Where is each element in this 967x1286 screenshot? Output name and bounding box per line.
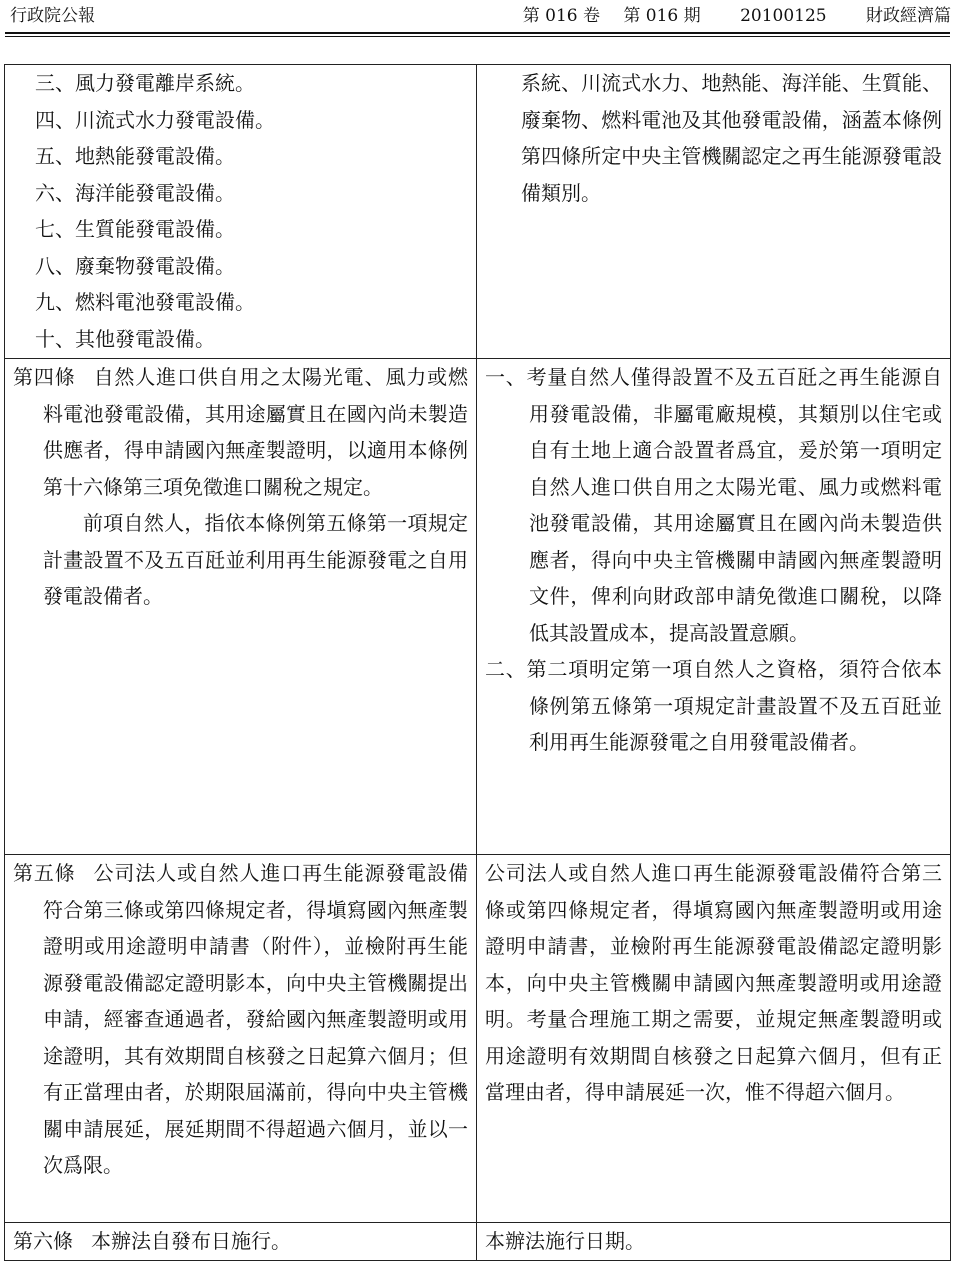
article-paragraph: [13, 1223, 468, 1260]
list-item: 七、生質能發電設備。: [35, 217, 235, 241]
list-item: 四、川流式水力發電設備。: [35, 107, 275, 132]
explanation-cell: [477, 65, 951, 359]
table-row: [5, 1223, 951, 1261]
list-item: 三、風力發電離岸系統。: [35, 71, 255, 95]
table-row: [5, 65, 951, 359]
item-number: 二、: [485, 657, 527, 681]
article-text: 本辦法自發布日施行。: [91, 1229, 291, 1253]
list-item: 五、地熱能發電設備。: [35, 144, 235, 168]
regulation-table: [4, 64, 951, 1261]
explanation-text: 公司法人或自然人進口再生能源發電設備符合第三條或第四條規定者，得塡寫國內無產製證明或用途證明申請書，並檢附再生能源發電設備認定證明影本，向中央主管機關申請國內無產製證明或用途證明。考量合理施工期之需要，並規定無產製證明或用途證明有效期間自核發之日起算六個月，但有正當理由者，得申請展延一次，惟不得超六個月。: [485, 861, 942, 1104]
explanation-item: [485, 651, 942, 761]
table-row: [5, 855, 951, 1223]
article-paragraph: [13, 855, 468, 1184]
item-number: 一、: [485, 365, 527, 389]
section-name: 財政經濟篇: [866, 6, 951, 26]
page-header: [0, 0, 967, 30]
article-cell: [5, 359, 477, 855]
article-cell: [5, 1223, 477, 1261]
equipment-list: [5, 65, 476, 357]
issue-date: 20100125: [740, 6, 827, 26]
article-title: 第四條: [13, 365, 76, 389]
list-item: 六、海洋能發電設備。: [35, 180, 235, 205]
list-item: 九、燃料電池發電設備。: [35, 290, 255, 314]
article-title: 第五條: [13, 861, 76, 885]
explanation-item: [485, 359, 942, 651]
article-paragraph: [13, 359, 468, 505]
header-rule-thin: [5, 36, 950, 37]
header-rule-thick: [5, 32, 950, 34]
article-paragraph: 前項自然人，指依本條例第五條第一項規定計畫設置不及五百瓩並利用再生能源發電之自用發電設備者。: [43, 511, 468, 608]
explanation-text: 系統、川流式水力、地熱能、海洋能、生質能、廢棄物、燃料電池及其他發電設備，涵蓋本條例第四條所定中央主管機關認定之再生能源發電設備類別。: [521, 71, 942, 205]
explanation-cell: [477, 1223, 951, 1261]
explanation-text: 本辦法施行日期。: [485, 1229, 645, 1253]
volume-number: 第 016 卷: [522, 6, 600, 26]
list-item: 八、廢棄物發電設備。: [35, 253, 235, 278]
explanation-cell: [477, 855, 951, 1223]
list-item: 十、其他發電設備。: [35, 326, 215, 351]
item-text: 第二項明定第一項自然人之資格，須符合依本條例第五條第一項規定計畫設置不及五百瓩並利用再生能源發電之自用發電設備者。: [526, 657, 943, 754]
table-row: [5, 359, 951, 855]
item-text: 考量自然人僅得設置不及五百瓩之再生能源自用發電設備，非屬電廠規模，其類別以住宅或自有土地上適合設置者爲宜，爰於第一項明定自然人進口供自用之太陽光電、風力或燃料電池發電設備，其用途屬實且在國內尚未製造供應者，得向中央主管機關申請國內無產製證明文件，俾利向財政部申請免徵進口關稅，以降低其設置成本，提高設置意願。: [526, 365, 943, 645]
explanation-cell: [477, 359, 951, 855]
article-text: 自然人進口供自用之太陽光電、風力或燃料電池發電設備，其用途屬實且在國內尚未製造供應者，得申請國內無產製證明，以適用本條例第十六條第三項免徵進口關稅之規定。: [43, 365, 469, 499]
article-cell: [5, 65, 477, 359]
issue-number: 第 016 期: [623, 6, 701, 26]
article-title: 第六條: [13, 1229, 73, 1253]
publication-title: 行政院公報: [10, 6, 95, 26]
article-cell: [5, 855, 477, 1223]
issue-info: [523, 6, 951, 26]
article-text: 公司法人或自然人進口再生能源發電設備符合第三條或第四條規定者，得塡寫國內無產製證明或用途證明申請書（附件），並檢附再生能源發電設備認定證明影本，向中央主管機關提出申請，經審查通過者，發給國內無產製證明或用途證明，其有效期間自核發之日起算六個月；但有正當理由者，於期限屆滿前，得向中央主管機關申請展延，展延期間不得超過六個月，並以一次爲限。: [43, 861, 469, 1177]
